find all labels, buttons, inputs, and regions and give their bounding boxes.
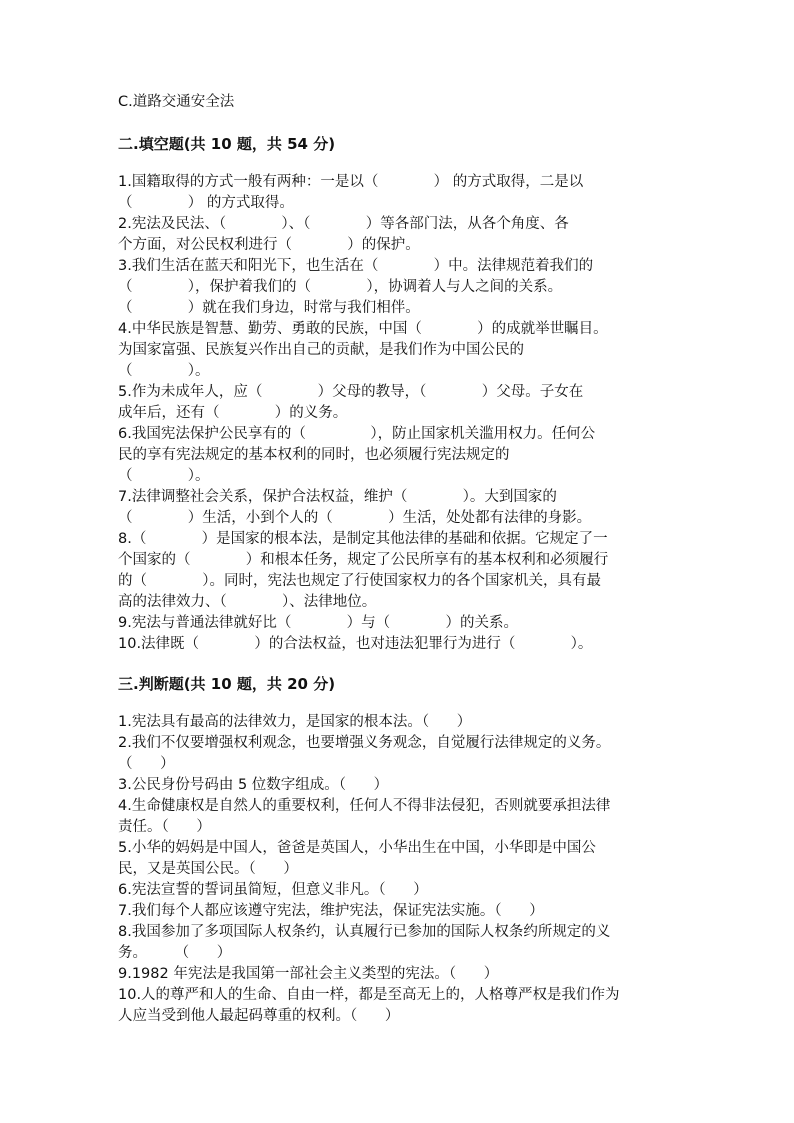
spacer bbox=[118, 155, 678, 172]
fill-blank-line: 民的享有宪法规定的基本权利的同时，也必须履行宪法规定的 bbox=[118, 447, 510, 463]
fill-blank-line: 的（ ）。同时，宪法也规定了行使国家权力的各个国家机关，具有最 bbox=[118, 573, 602, 589]
true-false-line: （ ） bbox=[118, 756, 175, 772]
fill-blank-line: 6.我国宪法保护公民享有的（ ），防止国家机关滥用权力。任何公 bbox=[118, 426, 596, 442]
true-false-line: 4.生命健康权是自然人的重要权利，任何人不得非法侵犯，否则就要承担法律 bbox=[118, 798, 611, 814]
true-false-line: 8.我国参加了多项国际人权条约，认真履行已参加的国际人权条约所规定的义 bbox=[118, 924, 611, 940]
true-false-line: 1.宪法具有最高的法律效力，是国家的根本法。（ ） bbox=[118, 714, 472, 730]
option-c-line: C.道路交通安全法 bbox=[118, 94, 235, 110]
section-3-body bbox=[118, 712, 678, 1027]
fill-blank-line: 8.（ ）是国家的根本法，是制定其他法律的基础和依据。它规定了一 bbox=[118, 531, 608, 547]
fill-blank-line: （ ）。 bbox=[118, 468, 210, 484]
spacer bbox=[118, 695, 678, 712]
true-false-line: 7.我们每个人都应该遵守宪法，维护宪法，保证宪法实施。（ ） bbox=[118, 903, 544, 919]
spacer bbox=[118, 655, 678, 674]
fill-blank-line: （ ） 的方式取得。 bbox=[118, 195, 294, 211]
section-2-body bbox=[118, 172, 678, 655]
true-false-line: 6.宪法宣誓的誓词虽简短，但意义非凡。（ ） bbox=[118, 882, 428, 898]
fill-blank-line: 3.我们生活在蓝天和阳光下，也生活在（ ）中。法律规范着我们的 bbox=[118, 258, 594, 274]
section-3-heading: 三.判断题(共 10 题，共 20 分) bbox=[118, 675, 336, 693]
true-false-line: 5.小华的妈妈是中国人，爸爸是英国人，小华出生在中国，小华即是中国公 bbox=[118, 840, 596, 856]
true-false-line: 3.公民身份号码由 5 位数字组成。（ ） bbox=[118, 777, 389, 793]
fill-blank-line: 7.法律调整社会关系，保护合法权益，维护（ ）。大到国家的 bbox=[118, 489, 557, 505]
fill-blank-line: 为国家富强、民族复兴作出自己的贡献，是我们作为中国公民的 bbox=[118, 342, 524, 358]
true-false-line: 人应当受到他人最起码尊重的权利。（ ） bbox=[118, 1008, 400, 1024]
fill-blank-line: 个国家的（ ）和根本任务，规定了公民所享有的基本权利和必须履行 bbox=[118, 552, 609, 568]
fill-blank-line: 高的法律效力、（ ）、法律地位。 bbox=[118, 594, 377, 610]
fill-blank-line: 1.国籍取得的方式一般有两种：一是以（ ） 的方式取得，二是以 bbox=[118, 174, 584, 190]
true-false-line: 责任。（ ） bbox=[118, 819, 211, 835]
true-false-line: 务。 （ ） bbox=[118, 945, 232, 961]
fill-blank-line: 4.中华民族是智慧、勤劳、勇敢的民族，中国（ ）的成就举世瞩目。 bbox=[118, 321, 608, 337]
fill-blank-line: 5.作为未成年人，应（ ）父母的教导，（ ）父母。子女在 bbox=[118, 384, 584, 400]
fill-blank-line: （ ）生活，小到个人的（ ）生活，处处都有法律的身影。 bbox=[118, 510, 592, 526]
fill-blank-line: 2.宪法及民法、（ ）、（ ）等各部门法，从各个角度、各 bbox=[118, 216, 569, 232]
document-page bbox=[118, 92, 678, 1027]
fill-blank-line: （ ）就在我们身边，时常与我们相伴。 bbox=[118, 300, 420, 316]
fill-blank-line: 个方面，对公民权利进行（ ）的保护。 bbox=[118, 237, 420, 253]
fill-blank-line: 成年后，还有（ ）的义务。 bbox=[118, 405, 348, 421]
true-false-line: 9.1982 年宪法是我国第一部社会主义类型的宪法。（ ） bbox=[118, 966, 499, 982]
true-false-line: 2.我们不仅要增强权利观念，也要增强义务观念，自觉履行法律规定的义务。 bbox=[118, 735, 611, 751]
section-2-heading: 二.填空题(共 10 题，共 54 分) bbox=[118, 135, 336, 153]
true-false-line: 10.人的尊严和人的生命、自由一样，都是至高无上的，人格尊严权是我们作为 bbox=[118, 987, 620, 1003]
true-false-line: 民，又是英国公民。（ ） bbox=[118, 861, 298, 877]
fill-blank-line: （ ），保护着我们的（ ），协调着人与人之间的关系。 bbox=[118, 279, 563, 295]
fill-blank-line: 9.宪法与普通法律就好比（ ）与（ ）的关系。 bbox=[118, 615, 518, 631]
spacer bbox=[118, 113, 678, 134]
fill-blank-line: （ ）。 bbox=[118, 363, 210, 379]
fill-blank-line: 10.法律既（ ）的合法权益，也对违法犯罪行为进行（ ）。 bbox=[118, 636, 593, 652]
